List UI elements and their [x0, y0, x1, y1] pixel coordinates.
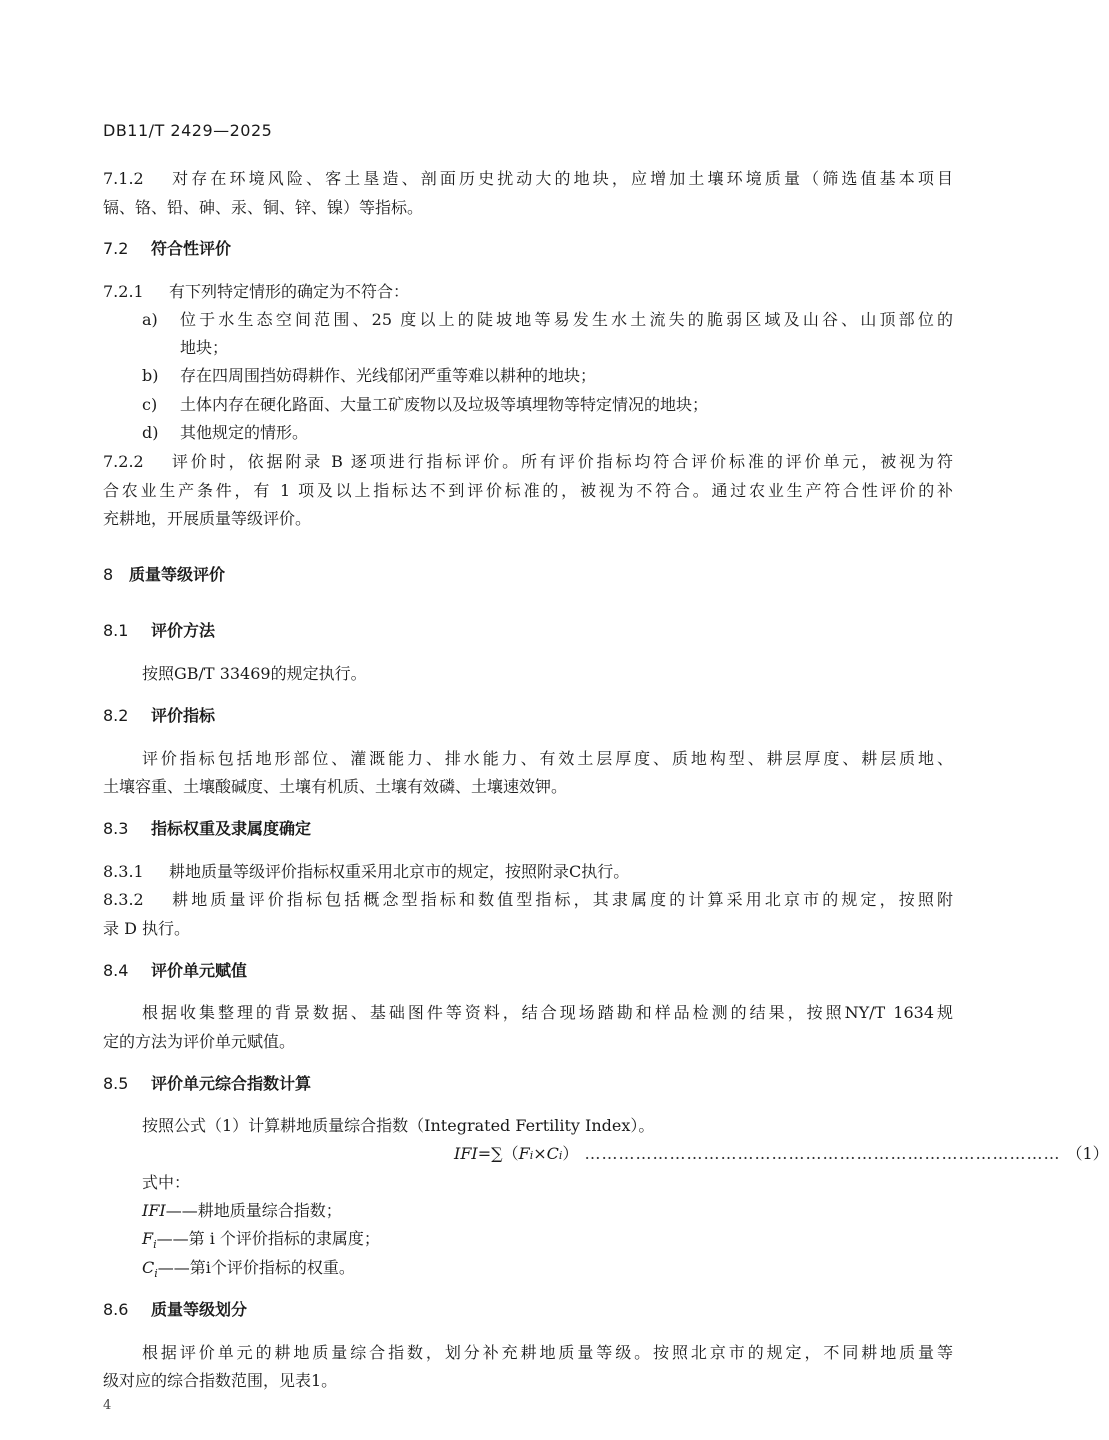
formula-number: （1）: [1066, 1144, 1109, 1163]
heading-number: 8.5: [103, 1074, 129, 1093]
section-8-2-line2: 土壤容重、土壤酸碱度、土壤有机质、土壤有效磷、土壤速效钾。: [103, 777, 568, 796]
section-8-6-line1: 根据评价单元的耕地质量综合指数，划分补充耕地质量等级。按照北京市的规定，不同耕地质量等: [142, 1343, 953, 1362]
formula-lhs: IFI: [454, 1144, 478, 1163]
variable-ci: [142, 1258, 355, 1284]
section-8-5-intro: 按照公式（1）计算耕地质量综合指数（Integrated Fertility Index）。: [142, 1116, 655, 1135]
list-item-label: d): [142, 423, 159, 442]
formula-subscript: i: [558, 1149, 563, 1162]
clause-text: 对存在环境风险、客土垦造、剖面历史扰动大的地块，应增加土壤环境质量（筛选值基本项目: [169, 169, 953, 188]
clause-7-2-2-line3: 充耕地，开展质量等级评价。: [103, 509, 312, 528]
heading-title: 指标权重及隶属度确定: [151, 819, 312, 838]
list-item-b: 存在四周围挡妨碍耕作、光线郁闭严重等难以耕种的地块；: [180, 366, 597, 385]
formula-sum-open: =∑（: [477, 1144, 519, 1163]
heading-8-2: [103, 706, 215, 726]
formula-subscript: i: [529, 1149, 534, 1162]
heading-number: 8.1: [103, 621, 129, 640]
page-number: 4: [103, 1398, 112, 1413]
section-8-2-line1: 评价指标包括地形部位、灌溉能力、排水能力、有效土层厚度、质地构型、耕层厚度、耕层质地、: [142, 749, 953, 768]
heading-7-2: [103, 239, 231, 259]
clause-number: 8.3.2: [103, 890, 144, 909]
variable-symbol: IFI: [142, 1201, 166, 1220]
heading-8-4: [103, 961, 247, 981]
clause-text: 有下列特定情形的确定为不符合：: [169, 282, 410, 301]
list-item-a-line1: 位于水生态空间范围、25 度以上的陡坡地等易发生水土流失的脆弱区域及山谷、山顶部位的: [180, 310, 953, 329]
variable-ifi: [142, 1201, 342, 1221]
heading-number: 8.2: [103, 706, 129, 725]
clause-number: 8.3.1: [103, 862, 144, 881]
heading-number: 8.4: [103, 961, 129, 980]
variable-description: ——第i个评价指标的权重。: [157, 1258, 355, 1277]
heading-number: 8: [103, 565, 114, 584]
clause-text: 评价时，依据附录 B 逐项进行指标评价。所有评价指标均符合评价标准的评价单元，被视为符: [169, 452, 953, 471]
clause-7-2-1: [103, 282, 953, 302]
clause-8-3-2-line2: 录 D 执行。: [103, 919, 191, 938]
list-item-label: a): [142, 310, 158, 329]
formula-1: [454, 1144, 1109, 1166]
heading-number: 8.3: [103, 819, 129, 838]
heading-title: 评价方法: [151, 621, 216, 640]
formula-close: ）: [562, 1144, 579, 1163]
clause-8-3-1: [103, 862, 953, 882]
list-item-a-line2: 地块；: [180, 338, 229, 357]
variable-subscript: i: [154, 1267, 158, 1281]
variable-description: ——第 i 个评价指标的隶属度；: [156, 1229, 380, 1248]
clause-7-1-2-line1: [103, 169, 953, 189]
formula-leader-dots: …………………………………………………………………………: [584, 1144, 1061, 1163]
heading-title: 评价单元综合指数计算: [151, 1074, 312, 1093]
clause-7-1-2-line2: 镉、铬、铅、砷、汞、铜、锌、镍）等指标。: [103, 198, 424, 217]
variable-symbol: F: [142, 1229, 154, 1248]
clause-number: 7.2.2: [103, 452, 144, 471]
clause-text: 耕地质量评价指标包括概念型指标和数值型指标，其隶属度的计算采用北京市的规定，按照附: [169, 890, 953, 909]
heading-8: [103, 565, 225, 585]
clause-number: 7.1.2: [103, 169, 144, 188]
clause-number: 7.2.1: [103, 282, 144, 301]
heading-title: 评价单元赋值: [151, 961, 248, 980]
section-8-4-line2: 定的方法为评价单元赋值。: [103, 1032, 296, 1051]
clause-7-2-2-line1: [103, 452, 953, 472]
standard-code: DB11/T 2429—2025: [103, 121, 273, 140]
list-item-label: c): [142, 395, 158, 414]
formula-symbol-f: F: [518, 1144, 530, 1163]
section-8-4-line1: 根据收集整理的背景数据、基础图件等资料，结合现场踏勘和样品检测的结果，按照NY/T 1634规: [142, 1003, 953, 1022]
formula-symbol-c: C: [546, 1144, 559, 1163]
formula-times: ×: [533, 1144, 547, 1163]
variable-fi: [142, 1229, 380, 1255]
heading-title: 质量等级评价: [129, 565, 226, 584]
heading-title: 质量等级划分: [151, 1300, 248, 1319]
clause-7-2-2-line2: 合农业生产条件，有 1 项及以上指标达不到评价标准的，被视为不符合。通过农业生产符合性评价的补: [103, 481, 953, 500]
heading-title: 评价指标: [151, 706, 216, 725]
where-label: 式中：: [142, 1173, 191, 1192]
variable-subscript: i: [153, 1238, 157, 1252]
heading-title: 符合性评价: [151, 239, 232, 258]
heading-number: 8.6: [103, 1300, 129, 1319]
list-item-d: 其他规定的情形。: [180, 423, 309, 442]
variable-description: ——耕地质量综合指数；: [165, 1201, 342, 1220]
list-item-c: 土体内存在硬化路面、大量工矿废物以及垃圾等填埋物等特定情况的地块；: [180, 395, 709, 414]
heading-8-6: [103, 1300, 247, 1320]
variable-symbol: C: [142, 1258, 155, 1277]
list-item-label: b): [142, 366, 159, 385]
clause-text: 耕地质量等级评价指标权重采用北京市的规定，按照附录C执行。: [169, 862, 630, 881]
clause-8-3-2-line1: [103, 890, 953, 910]
heading-8-3: [103, 819, 311, 839]
section-8-6-line2: 级对应的综合指数范围，见表1。: [103, 1371, 338, 1390]
heading-number: 7.2: [103, 239, 129, 258]
heading-8-1: [103, 621, 215, 641]
heading-8-5: [103, 1074, 311, 1094]
section-8-1-body: 按照GB/T 33469的规定执行。: [142, 664, 367, 683]
